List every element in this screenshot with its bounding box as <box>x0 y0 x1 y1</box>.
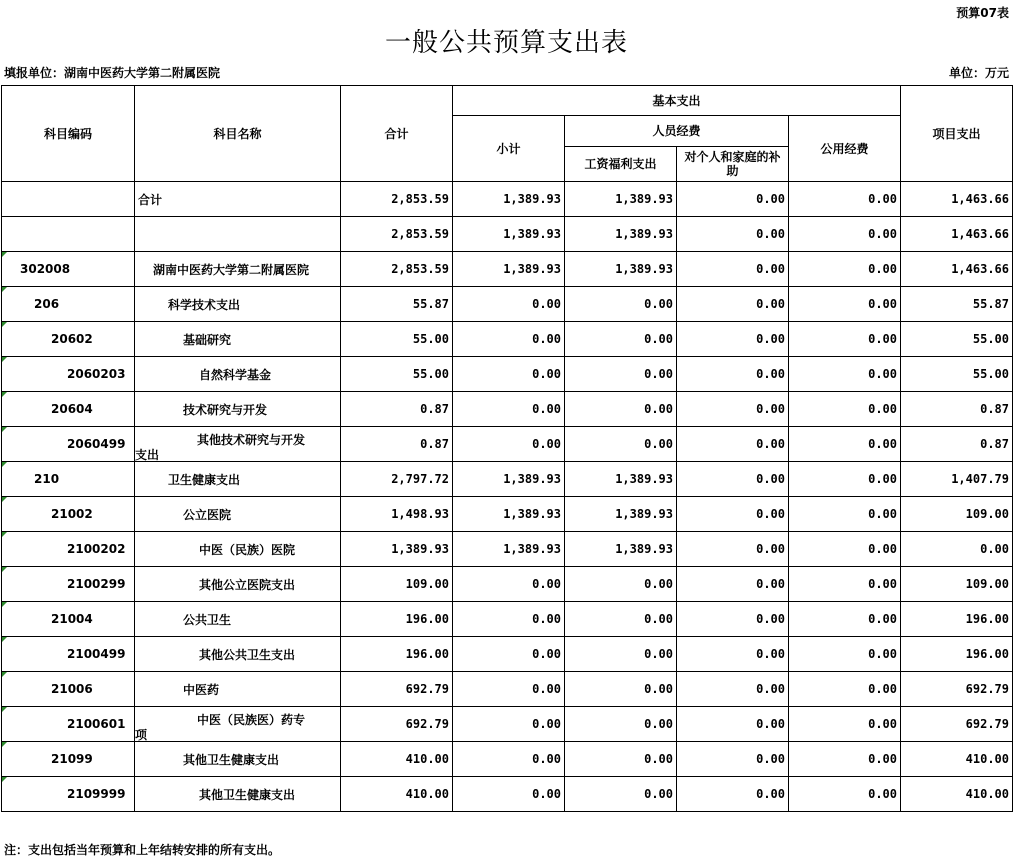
row-subsidy: 0.00 <box>677 322 789 357</box>
row-code <box>2 672 135 707</box>
row-subsidy: 0.00 <box>677 217 789 252</box>
table-row <box>2 392 1013 427</box>
row-project: 1,463.66 <box>901 182 1013 217</box>
row-public: 0.00 <box>789 567 901 602</box>
table-row <box>2 287 1013 322</box>
cell-marker-icon <box>2 742 7 747</box>
row-subsidy: 0.00 <box>677 777 789 812</box>
row-subtotal: 0.00 <box>453 637 565 672</box>
row-public: 0.00 <box>789 392 901 427</box>
header-name: 科目名称 <box>135 86 341 182</box>
row-public: 0.00 <box>789 322 901 357</box>
row-public: 0.00 <box>789 287 901 322</box>
table-row <box>2 217 1013 252</box>
reporting-unit: 填报单位：湖南中医药大学第二附属医院 <box>4 66 221 80</box>
row-code <box>2 777 135 812</box>
row-total: 2,853.59 <box>341 252 453 287</box>
row-name <box>135 427 341 462</box>
row-salary: 1,389.93 <box>565 217 677 252</box>
row-salary: 0.00 <box>565 287 677 322</box>
form-number: 预算07表 <box>956 6 1009 20</box>
row-subsidy: 0.00 <box>677 532 789 567</box>
row-public: 0.00 <box>789 182 901 217</box>
row-code-text: 2109999 <box>67 787 126 801</box>
row-code <box>2 322 135 357</box>
row-project: 0.87 <box>901 392 1013 427</box>
row-public: 0.00 <box>789 532 901 567</box>
row-salary: 0.00 <box>565 637 677 672</box>
cell-marker-icon <box>2 462 7 467</box>
row-name-line2: 支出 <box>135 447 160 462</box>
row-subsidy: 0.00 <box>677 637 789 672</box>
row-subtotal: 0.00 <box>453 322 565 357</box>
cell-marker-icon <box>2 672 7 677</box>
row-name: 中医（民族）医院 <box>135 532 341 567</box>
table-row <box>2 462 1013 497</box>
row-subsidy: 0.00 <box>677 427 789 462</box>
row-subtotal: 0.00 <box>453 392 565 427</box>
row-subsidy: 0.00 <box>677 392 789 427</box>
row-code <box>2 217 135 252</box>
row-code <box>2 532 135 567</box>
row-salary: 1,389.93 <box>565 252 677 287</box>
cell-marker-icon <box>2 427 7 432</box>
row-code <box>2 182 135 217</box>
row-total: 692.79 <box>341 707 453 742</box>
footnote: 注：支出包括当年预算和上年结转安排的所有支出。 <box>4 843 281 857</box>
row-salary: 1,389.93 <box>565 532 677 567</box>
row-name: 湖南中医药大学第二附属医院 <box>135 252 341 287</box>
row-salary: 0.00 <box>565 602 677 637</box>
row-subtotal: 1,389.93 <box>453 252 565 287</box>
row-public: 0.00 <box>789 707 901 742</box>
row-public: 0.00 <box>789 462 901 497</box>
row-subtotal: 1,389.93 <box>453 217 565 252</box>
table-row <box>2 777 1013 812</box>
row-code-text: 2100601 <box>67 717 126 731</box>
row-project: 1,463.66 <box>901 217 1013 252</box>
row-code <box>2 567 135 602</box>
row-total: 0.87 <box>341 392 453 427</box>
row-subsidy: 0.00 <box>677 742 789 777</box>
row-project: 410.00 <box>901 742 1013 777</box>
table-row <box>2 707 1013 742</box>
row-subsidy: 0.00 <box>677 182 789 217</box>
row-name: 公共卫生 <box>135 602 341 637</box>
table-row <box>2 567 1013 602</box>
row-total: 410.00 <box>341 742 453 777</box>
header-subsidy: 对个人和家庭的补助 <box>677 147 789 182</box>
row-name: 其他公共卫生支出 <box>135 637 341 672</box>
row-name: 公立医院 <box>135 497 341 532</box>
row-code-text: 21002 <box>51 507 93 521</box>
cell-marker-icon <box>2 777 7 782</box>
header-personnel: 人员经费 <box>565 116 789 147</box>
row-project: 0.87 <box>901 427 1013 462</box>
budget-table <box>1 85 1013 812</box>
row-code-text: 2060203 <box>67 367 126 381</box>
row-code-text: 21004 <box>51 612 93 626</box>
table-row <box>2 742 1013 777</box>
row-project: 196.00 <box>901 637 1013 672</box>
cell-marker-icon <box>2 637 7 642</box>
row-name-line1: 其他技术研究与开发 <box>197 432 306 447</box>
row-salary: 1,389.93 <box>565 497 677 532</box>
table-row <box>2 322 1013 357</box>
row-total: 1,389.93 <box>341 532 453 567</box>
table-row <box>2 602 1013 637</box>
row-total: 2,797.72 <box>341 462 453 497</box>
row-subtotal: 0.00 <box>453 602 565 637</box>
cell-marker-icon <box>2 322 7 327</box>
row-total: 0.87 <box>341 427 453 462</box>
row-code <box>2 392 135 427</box>
header-code: 科目编码 <box>2 86 135 182</box>
row-code-text: 2060499 <box>67 437 126 451</box>
row-name: 科学技术支出 <box>135 287 341 322</box>
row-total: 196.00 <box>341 637 453 672</box>
row-name <box>135 707 341 742</box>
row-total: 55.00 <box>341 357 453 392</box>
row-salary: 1,389.93 <box>565 182 677 217</box>
row-subtotal: 1,389.93 <box>453 462 565 497</box>
row-subtotal: 1,389.93 <box>453 182 565 217</box>
row-salary: 1,389.93 <box>565 462 677 497</box>
row-name-line1: 中医（民族医）药专 <box>197 712 306 727</box>
cell-marker-icon <box>2 287 7 292</box>
table-row <box>2 532 1013 567</box>
row-code-text: 2100299 <box>67 577 126 591</box>
table-row <box>2 182 1013 217</box>
row-salary: 0.00 <box>565 322 677 357</box>
row-subsidy: 0.00 <box>677 602 789 637</box>
header-subtotal: 小计 <box>453 116 565 182</box>
row-public: 0.00 <box>789 777 901 812</box>
row-code <box>2 427 135 462</box>
row-salary: 0.00 <box>565 567 677 602</box>
cell-marker-icon <box>2 357 7 362</box>
row-name: 中医药 <box>135 672 341 707</box>
row-project: 109.00 <box>901 567 1013 602</box>
row-subsidy: 0.00 <box>677 672 789 707</box>
row-public: 0.00 <box>789 427 901 462</box>
cell-marker-icon <box>2 497 7 502</box>
row-name: 自然科学基金 <box>135 357 341 392</box>
row-subtotal: 0.00 <box>453 777 565 812</box>
row-subtotal: 0.00 <box>453 672 565 707</box>
row-code <box>2 602 135 637</box>
row-project: 0.00 <box>901 532 1013 567</box>
header-basic: 基本支出 <box>453 86 901 116</box>
row-code-text: 2100202 <box>67 542 126 556</box>
row-name: 卫生健康支出 <box>135 462 341 497</box>
row-total: 2,853.59 <box>341 217 453 252</box>
row-name: 基础研究 <box>135 322 341 357</box>
table-row <box>2 637 1013 672</box>
header-salary: 工资福利支出 <box>565 147 677 182</box>
row-total: 410.00 <box>341 777 453 812</box>
row-name: 合计 <box>135 182 341 217</box>
row-code <box>2 287 135 322</box>
table-row <box>2 357 1013 392</box>
row-project: 55.00 <box>901 357 1013 392</box>
row-public: 0.00 <box>789 217 901 252</box>
row-total: 1,498.93 <box>341 497 453 532</box>
row-salary: 0.00 <box>565 672 677 707</box>
row-subtotal: 0.00 <box>453 427 565 462</box>
row-public: 0.00 <box>789 672 901 707</box>
row-public: 0.00 <box>789 742 901 777</box>
cell-marker-icon <box>2 707 7 712</box>
row-code-text: 2100499 <box>67 647 126 661</box>
row-total: 692.79 <box>341 672 453 707</box>
row-project: 109.00 <box>901 497 1013 532</box>
row-salary: 0.00 <box>565 742 677 777</box>
row-code <box>2 637 135 672</box>
row-public: 0.00 <box>789 602 901 637</box>
row-project: 410.00 <box>901 777 1013 812</box>
row-project: 692.79 <box>901 672 1013 707</box>
cell-marker-icon <box>2 252 7 257</box>
row-code-text: 21099 <box>51 752 93 766</box>
row-project: 692.79 <box>901 707 1013 742</box>
row-subtotal: 1,389.93 <box>453 497 565 532</box>
header-public: 公用经费 <box>789 116 901 182</box>
row-total: 2,853.59 <box>341 182 453 217</box>
row-project: 1,407.79 <box>901 462 1013 497</box>
row-code-text: 210 <box>34 472 60 486</box>
row-project: 1,463.66 <box>901 252 1013 287</box>
page-title: 一般公共预算支出表 <box>384 28 628 58</box>
row-code-text: 20602 <box>51 332 93 346</box>
row-subtotal: 0.00 <box>453 707 565 742</box>
row-project: 55.87 <box>901 287 1013 322</box>
cell-marker-icon <box>2 567 7 572</box>
row-code <box>2 357 135 392</box>
row-public: 0.00 <box>789 637 901 672</box>
row-total: 55.87 <box>341 287 453 322</box>
row-name: 其他公立医院支出 <box>135 567 341 602</box>
row-subsidy: 0.00 <box>677 357 789 392</box>
row-public: 0.00 <box>789 497 901 532</box>
row-subsidy: 0.00 <box>677 707 789 742</box>
row-code <box>2 707 135 742</box>
row-subsidy: 0.00 <box>677 567 789 602</box>
row-name-line2: 项 <box>135 727 148 742</box>
row-salary: 0.00 <box>565 707 677 742</box>
table-row <box>2 427 1013 462</box>
row-public: 0.00 <box>789 252 901 287</box>
table-row <box>2 672 1013 707</box>
row-code <box>2 252 135 287</box>
row-code-text: 302008 <box>20 262 71 276</box>
row-project: 55.00 <box>901 322 1013 357</box>
row-code <box>2 462 135 497</box>
row-subtotal: 0.00 <box>453 567 565 602</box>
row-code <box>2 497 135 532</box>
row-code <box>2 742 135 777</box>
row-total: 196.00 <box>341 602 453 637</box>
cell-marker-icon <box>2 602 7 607</box>
currency-unit: 单位：万元 <box>948 66 1009 80</box>
row-project: 196.00 <box>901 602 1013 637</box>
row-name: 技术研究与开发 <box>135 392 341 427</box>
row-subtotal: 0.00 <box>453 357 565 392</box>
row-subsidy: 0.00 <box>677 287 789 322</box>
header-total: 合计 <box>341 86 453 182</box>
row-salary: 0.00 <box>565 777 677 812</box>
table-row <box>2 252 1013 287</box>
header-project: 项目支出 <box>901 86 1013 182</box>
row-code-text: 21006 <box>51 682 93 696</box>
row-salary: 0.00 <box>565 427 677 462</box>
row-total: 109.00 <box>341 567 453 602</box>
row-subsidy: 0.00 <box>677 497 789 532</box>
cell-marker-icon <box>2 532 7 537</box>
row-total: 55.00 <box>341 322 453 357</box>
row-subtotal: 1,389.93 <box>453 532 565 567</box>
row-subsidy: 0.00 <box>677 252 789 287</box>
table-row <box>2 497 1013 532</box>
row-name: 其他卫生健康支出 <box>135 742 341 777</box>
row-salary: 0.00 <box>565 392 677 427</box>
row-code-text: 206 <box>34 297 60 311</box>
row-name: 其他卫生健康支出 <box>135 777 341 812</box>
row-salary: 0.00 <box>565 357 677 392</box>
row-public: 0.00 <box>789 357 901 392</box>
cell-marker-icon <box>2 392 7 397</box>
row-subtotal: 0.00 <box>453 287 565 322</box>
row-subtotal: 0.00 <box>453 742 565 777</box>
row-code-text: 20604 <box>51 402 93 416</box>
row-name <box>135 217 341 252</box>
row-subsidy: 0.00 <box>677 462 789 497</box>
